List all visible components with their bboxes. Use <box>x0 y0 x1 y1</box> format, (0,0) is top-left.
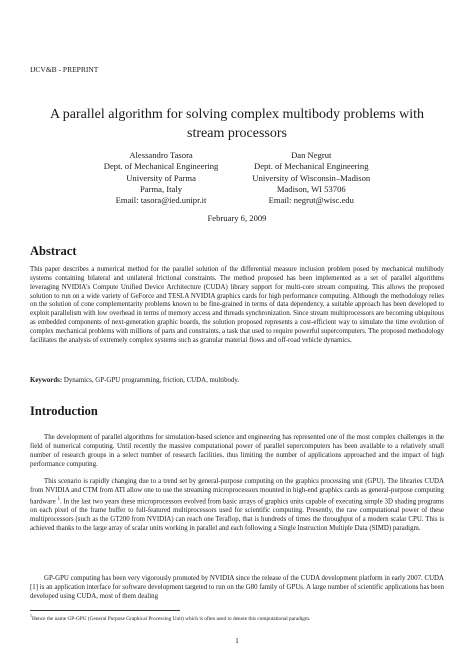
intro-paragraph-2-part-a: This scenario is rapidly changing due to a trend set by general-purpose computing on the graphics processing unit (GPU). The libraries CUDA from NVIDIA and CTM from ATI allow one to use the streaming microprocessors mounted in high-end graphics cards as general-purpose computing hardware <box>30 478 444 505</box>
paper-title: A parallel algorithm for solving complex multibody problems with stream processors <box>49 107 425 141</box>
running-header: IJCV&B - PREPRINT <box>30 65 99 74</box>
footnote-marker[interactable]: 1 <box>57 496 60 502</box>
author-1 <box>104 150 219 206</box>
author-block <box>30 150 444 206</box>
keywords <box>30 377 444 384</box>
footnote-rule <box>30 610 180 611</box>
author-dept: Dept. of Mechanical Engineering <box>253 161 369 172</box>
abstract-heading: Abstract <box>30 244 77 258</box>
author-location: Parma, Italy <box>140 183 183 194</box>
intro-paragraph-3: GP-GPU computing has been very vigorously promoted by NVIDIA since the release of the CUDA development platform in early 2007. CUDA [1] is an application interface for software development targeted to run on the G80 family of GPUs. A large number of scientific applications has been developed using CUDA, most of them dealing <box>30 575 444 600</box>
keywords-label: Keywords: <box>30 377 63 384</box>
author-name: Alessandro Tasora <box>129 150 193 160</box>
author-email: Email: negrut@wisc.edu <box>268 195 354 206</box>
author-location: Madison, WI 53706 <box>276 183 346 194</box>
footnote <box>30 613 444 622</box>
paper-date: February 6, 2009 <box>207 213 267 223</box>
author-university: University of Parma <box>126 172 196 183</box>
footnote-number: 1 <box>30 613 32 618</box>
intro-paragraph-2-part-b: . In the last two years these microprocessors evolved from basic arrays of graphics units capable of executing simple 3D shading programs on each pixel of the frame buffer to full-featured multiprocessors used for scientific computing. Presently, the raw computational power of these multiprocessors (such as the GT200 from NVIDIA) can reach one Teraflop, that is hundreds of times the throughput of a modern scalar CPU. This is achieved thanks to the large array of scalar units working in parallel and each following a Single Instruction Multiple Data (SIMD) paradigm. <box>30 497 444 532</box>
author-university: University of Wisconsin–Madison <box>252 172 371 183</box>
introduction-heading: Introduction <box>30 404 98 418</box>
intro-paragraph-1: The development of parallel algorithms for simulation-based science and engineering has represented one of the most complex challenges in the field of numerical computing. Until recently the massive computational power of parallel supercomputers has been available to a relatively small number of research groups in a select number of research facilities, thus limiting the number of applications approached and the impact of high performance computing. <box>30 434 444 468</box>
author-email: Email: tasora@ied.unipr.it <box>115 195 207 206</box>
keywords-text: Dynamics, GP-GPU programming, friction, CUDA, multibody. <box>63 377 240 384</box>
intro-paragraph-2 <box>30 478 444 533</box>
footnote-text: Hence the name GP-GPU (General Purpose Graphical Processing Unit) which is often used to denote this computational paradigm. <box>32 615 311 622</box>
author-name: Dan Negrut <box>291 150 332 160</box>
author-2 <box>252 150 370 206</box>
abstract-text: This paper describes a numerical method for the parallel solution of the differential measure inclusion problem posed by mechanical multibody systems containing bilateral and unilateral frictional constraints. The method proposed has been implemented as a set of parallel algorithms leveraging NVIDIA's Compute Unified Device Architecture (CUDA) library support for multi-core stream computing. This allows the proposed solution to run on a wide variety of GeForce and TESLA NVIDIA graphics cards for high performance computing. Although the methodology relies on the solution of cone complementarity problems known to be fine-grained in terms of data dependency, a suitable approach has been developed to exploit parallelism with low overhead in terms of memory access and threads synchronization. Since stream multiprocessors are becoming ubiquitous as embedded components of next-generation graphic boards, the solution proposed represents a cost-efficient way to simulate the time evolution of complex mechanical problems with millions of parts and constraints, a task that used to require powerful supercomputers. The proposed methodology facilitates the analysis of extremely complex systems such as granular material flows and off-road vehicle dynamics. <box>30 266 444 344</box>
page-number: 1 <box>235 636 239 645</box>
author-dept: Dept. of Mechanical Engineering <box>103 161 219 172</box>
